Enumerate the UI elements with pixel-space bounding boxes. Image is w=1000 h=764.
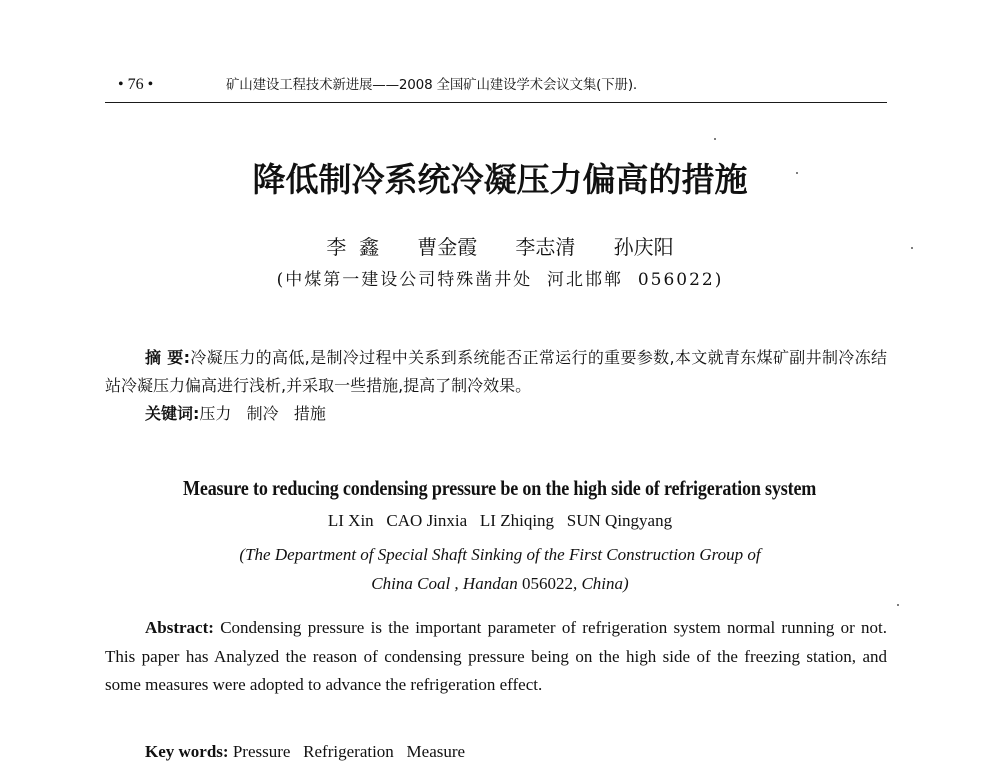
en-affiliation-zip: 056022	[521, 574, 573, 593]
cn-keywords	[145, 400, 887, 428]
en-keywords	[145, 740, 887, 764]
en-abstract-text: Condensing pressure is the important parameter of refrigeration system normal running or not. This paper has Analyzed the reason of condensing pressure being on the high side of the freezing station, and some measures were adopted to advance the refrigeration effect.	[105, 618, 887, 694]
en-author-list: LI Xin CAO Jinxia LI Zhiqing SUN Qingyang	[327, 511, 673, 530]
journal-title: 矿山建设工程技术新进展——2008 全国矿山建设学术会议文集(下册).	[226, 77, 637, 93]
en-affiliation	[0, 540, 1000, 598]
cn-abstract-paragraph	[105, 344, 887, 400]
en-abstract-label: Abstract:	[145, 618, 214, 637]
scan-speck	[897, 604, 899, 606]
scan-speck	[714, 138, 716, 140]
cn-keywords-label: 关键词:	[145, 404, 200, 423]
cn-keywords-list: 压力 制冷 措施	[199, 404, 326, 423]
en-paper-title: Measure to reducing condensing pressure be on the high side of refrigeration system	[182, 476, 817, 500]
page-number: • 76 •	[118, 76, 154, 93]
en-keywords-list: Pressure Refrigeration Measure	[228, 742, 466, 761]
cn-abstract	[105, 344, 887, 400]
en-affiliation-line-1: (The Department of Special Shaft Sinking of the First Construction Group of	[239, 545, 761, 564]
header-rule	[105, 102, 887, 103]
en-affiliation-country: , China)	[572, 574, 629, 593]
running-header	[118, 74, 888, 96]
cn-abstract-text: 冷凝压力的高低,是制冷过程中关系到系统能否正常运行的重要参数,本文就青东煤矿副井制冷冻结站冷凝压力偏高进行浅析,并采取一些措施,提高了制冷效果。	[105, 348, 887, 395]
en-affiliation-line-2	[0, 569, 1000, 598]
en-affiliation-place: China Coal , Handan	[371, 574, 522, 593]
en-abstract-paragraph	[105, 614, 887, 700]
cn-author-list: 李 鑫 曹金霞 李志清 孙庆阳	[326, 235, 674, 259]
en-abstract	[105, 614, 887, 700]
scan-speck	[796, 172, 798, 174]
cn-abstract-label: 摘 要:	[145, 348, 190, 367]
en-keywords-label: Key words:	[145, 742, 229, 761]
cn-affiliation: (中煤第一建设公司特殊凿井处 河北邯郸 056022)	[276, 270, 724, 290]
scan-speck	[911, 247, 913, 249]
cn-paper-title: 降低制冷系统冷凝压力偏高的措施	[252, 160, 748, 199]
